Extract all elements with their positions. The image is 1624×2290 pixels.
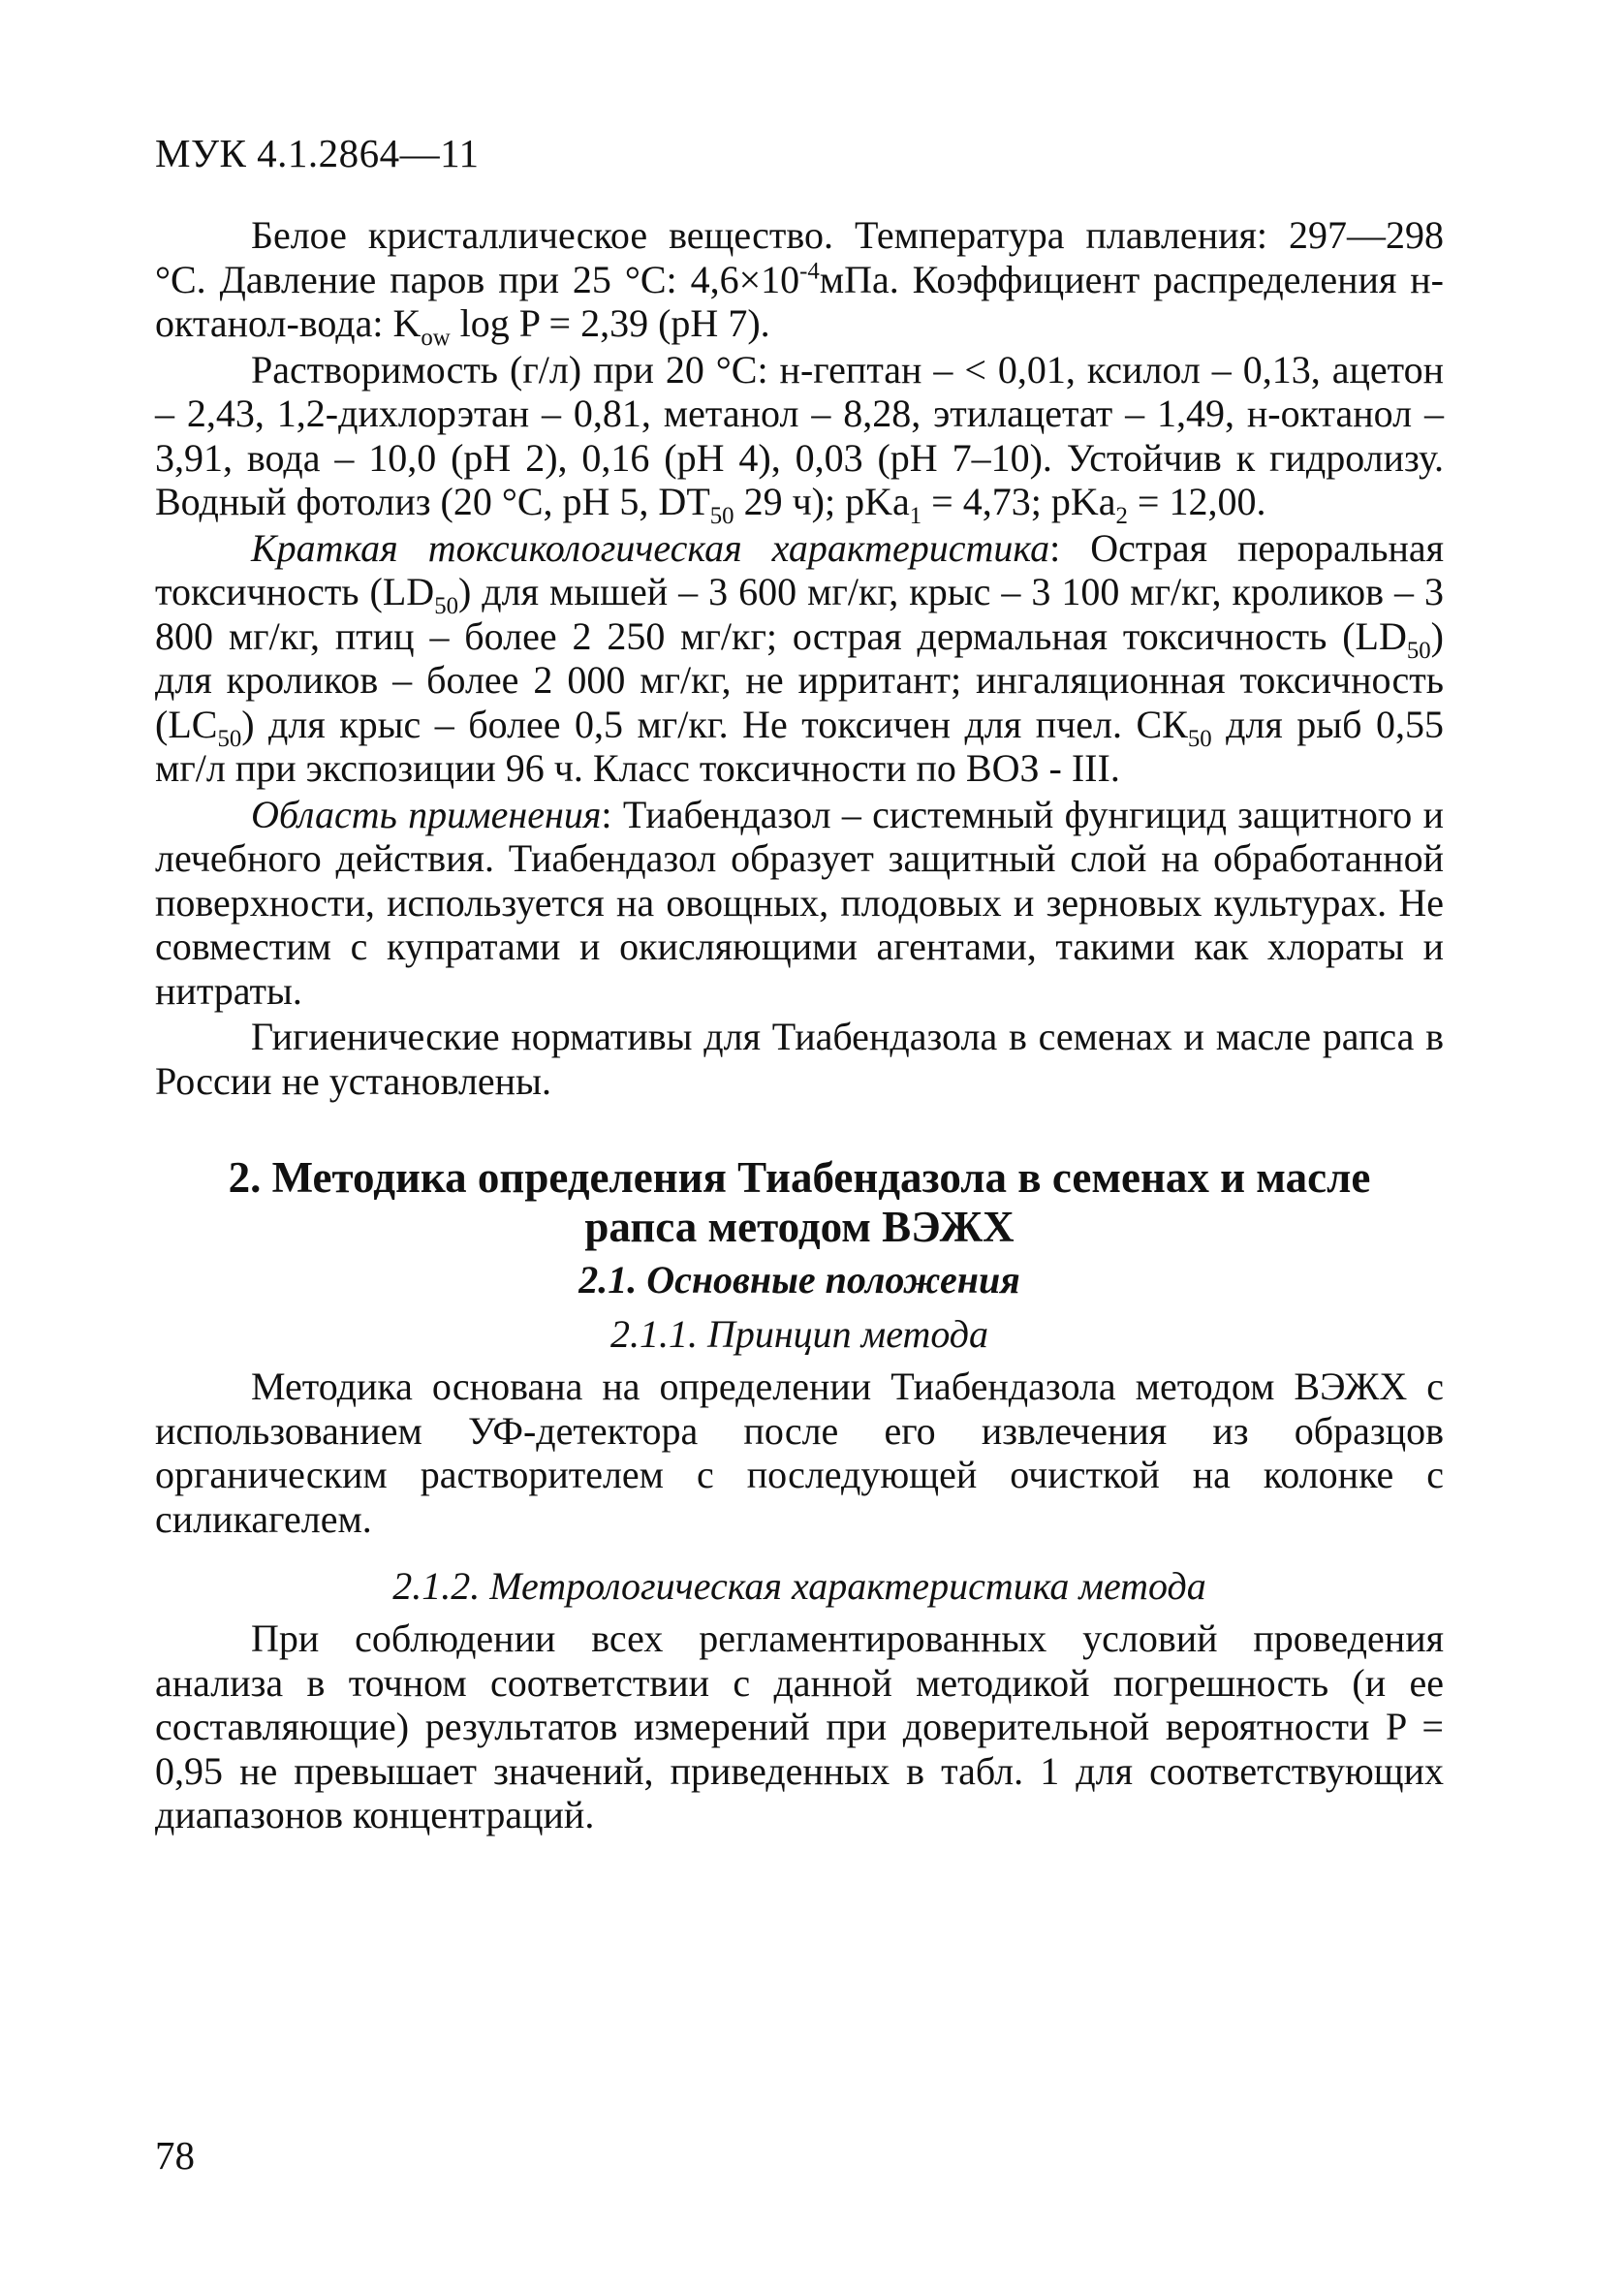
document-body: [155, 213, 1444, 1837]
application-label: Область применения: [251, 792, 602, 836]
application-paragraph: Область применения: Тиабендазол – системный фунгицид защитного и лечебного действия. Тиабендазол образует защитный слой на обработанной поверхности, используется на овощных, плодовых и зерновых культурах. Не совместим с купратами и окисляющими агентами, такими как хлораты и нитраты.: [155, 792, 1445, 1013]
toxicology-label: Краткая токсикологическая характеристика: [251, 525, 1050, 570]
section-2-1-2-heading: 2.1.2. Метрологическая характеристика метода: [392, 1564, 1206, 1608]
metrology-paragraph: При соблюдении всех регламентированных условий проведения анализа в точном соответствии с данной методикой погрешность (и ее составляющие) результатов измерений при доверительной вероятности P = 0,95 не превышает значений, приведенных в табл. 1 для соответствующих диапазонов концентраций.: [155, 1616, 1444, 1836]
hygiene-paragraph: Гигиенические нормативы для Тиабендазола в семенах и масле рапса в России не установлены.: [155, 1015, 1444, 1103]
section-2-1-1-heading: 2.1.1. Принцип метода: [609, 1312, 989, 1356]
method-principle-paragraph: Методика основана на определении Тиабендазола методом ВЭЖХ с использованием УФ-детектора после его извлечения из образцов органическим растворителем с последующей очисткой на колонке с силикагелем.: [155, 1365, 1444, 1541]
page-number: 78: [155, 2133, 195, 2178]
properties-paragraph: Белое кристаллическое вещество. Температура плавления: 297—298 °С. Давление паров при 25 °С: $4,6\times 10^{-4}мПа$. Коэффициент распределения н-октанол-вода: $K_{ow}$ log P = 2,39 (рН 7).: [155, 213, 1445, 351]
document-code-header: МУК 4.1.2864—11: [155, 131, 480, 175]
toxicology-paragraph: Краткая токсикологическая характеристика: Острая пероральная токсичность $(LD_{50})$ для мышей – 3 600 мг/кг, крыс – 3 100 мг/кг, кроликов – 3 800 мг/кг, птиц – более 2 250 мг/кг; острая дермальная токсичность $(LD_{50})$ для кроликов – более 2 000 мг/кг, не ирритант; ингаляционная токсичность $(LC_{50})$ для крыс – более 0,5 мг/кг. Не токсичен для пчел. $СК_{50}$ для рыб 0,55 мг/л при экспозиции 96 ч. Класс токсичности по ВОЗ - III.: [155, 525, 1445, 790]
solubility-paragraph: Растворимость (г/л) при 20 °С: н-гептан – < 0,01, ксилол – 0,13, ацетон – 2,43, 1,2-дихлорэтан – 0,81, метанол – 8,28, этилацетат – 1,49, н-октанол – 3,91, вода – 10,0 (рН 2), 0,16 (рН 4), 0,03 (рН 7–10). Устойчив к гидролизу. Водный фотолиз (20 °С, рН 5, $DT_{50}$ 29 ч); pKa$_1$ = 4,73; pKa$_2$ = 12,00.: [155, 347, 1444, 529]
section-2-1-heading: 2.1. Основные положения: [578, 1258, 1020, 1302]
section-2-heading: 2. Методика определения Тиабендазола в семенах и масле рапса методом ВЭЖХ: [228, 1153, 1371, 1251]
